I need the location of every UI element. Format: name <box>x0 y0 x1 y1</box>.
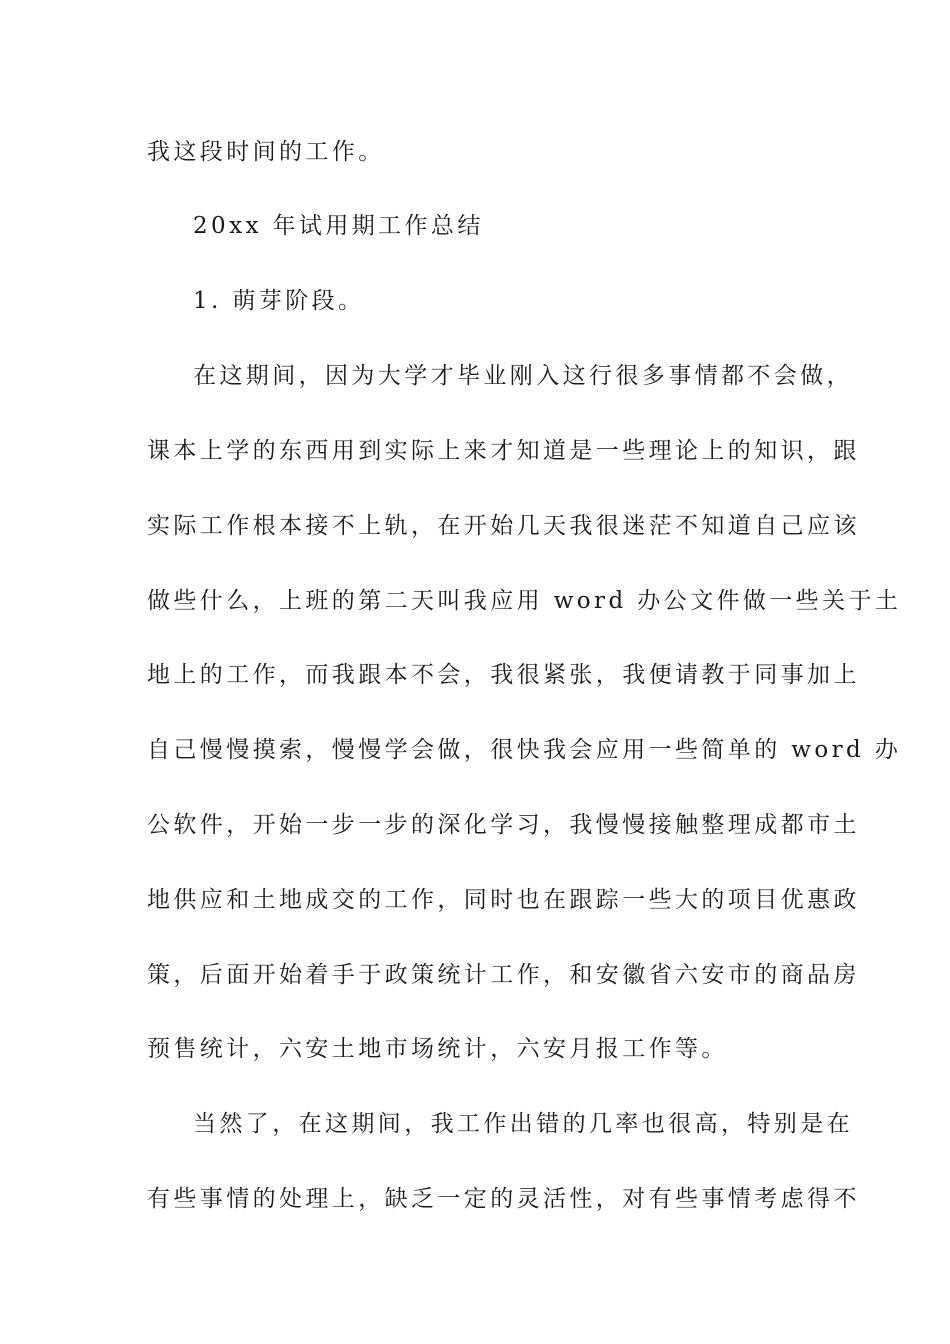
subsection-heading: 1. 萌芽阶段。 <box>193 288 365 314</box>
paragraph-1-line-10: 预售统计，六安土地市场统计，六安月报工作等。 <box>147 1036 728 1062</box>
paragraph-1-line-5: 地上的工作，而我跟本不会，我很紧张，我便请教于同事加上 <box>147 662 860 688</box>
paragraph-1-line-3: 实际工作根本接不上轨，在开始几天我很迷茫不知道自己应该 <box>147 513 860 539</box>
paragraph-1-line-1: 在这期间，因为大学才毕业刚入这行很多事情都不会做， <box>193 363 853 389</box>
paragraph-1-line-9: 策，后面开始着手于政策统计工作，和安徽省六安市的商品房 <box>147 962 860 988</box>
text-line-1: 我这段时间的工作。 <box>147 139 385 165</box>
paragraph-1-line-6: 自己慢慢摸索，慢慢学会做，很快我会应用一些简单的 word 办 <box>147 737 902 763</box>
paragraph-1-line-8: 地供应和土地成交的工作，同时也在跟踪一些大的项目优惠政 <box>147 887 860 913</box>
paragraph-1-line-4: 做些什么，上班的第二天叫我应用 word 办公文件做一些关于土 <box>147 588 902 614</box>
paragraph-1-line-2: 课本上学的东西用到实际上来才知道是一些理论上的知识，跟 <box>147 438 860 464</box>
section-title: 20xx 年试用期工作总结 <box>193 213 484 239</box>
paragraph-2-line-1: 当然了，在这期间，我工作出错的几率也很高，特别是在 <box>193 1111 853 1137</box>
paragraph-1-line-7: 公软件，开始一步一步的深化学习，我慢慢接触整理成都市土 <box>147 812 860 838</box>
paragraph-2-line-2: 有些事情的处理上，缺乏一定的灵活性，对有些事情考虑得不 <box>147 1186 860 1212</box>
